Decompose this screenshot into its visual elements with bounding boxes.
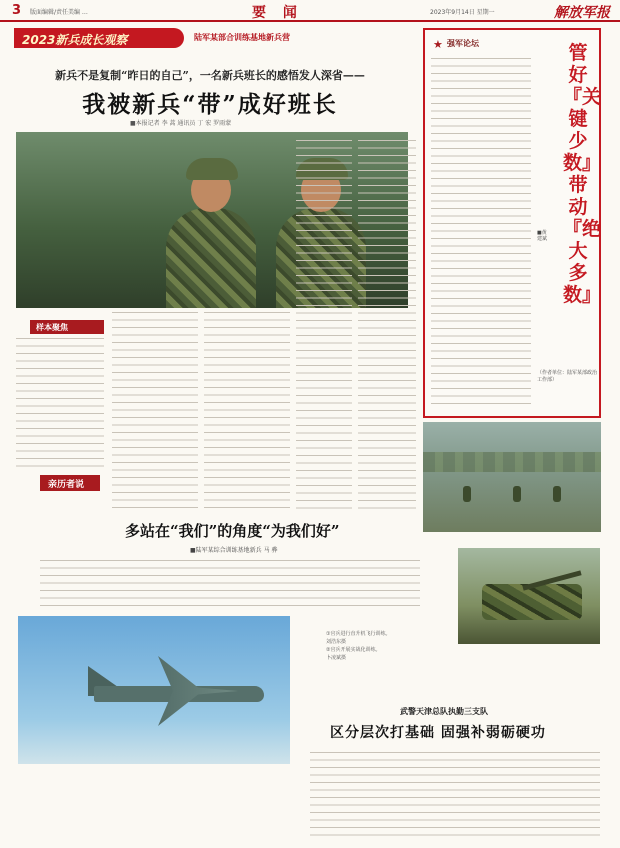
caption-1: ①官兵进行直升机飞行训练。: [326, 631, 391, 637]
story-byline: ■本报记者 李 蒿 通讯员 丁 宏 罗雨蒙: [130, 120, 232, 127]
star-icon: ★: [433, 38, 443, 51]
caption-2: ②官兵开展实战化训练。: [326, 647, 381, 653]
story-byline: ■陆军某综合训练基地新兵 马 骅: [190, 547, 278, 554]
body-column: [358, 140, 416, 512]
opinion-zone: 强军论坛: [447, 39, 479, 48]
photo-captions: [326, 630, 426, 662]
aircraft-photo: [18, 616, 290, 764]
section-subhead: 样本聚焦: [30, 320, 104, 334]
section-title: 要 闻: [252, 5, 303, 21]
body-column: [40, 560, 420, 608]
series-subtitle: 陆军某部合训练基地新兵营: [194, 33, 290, 42]
masthead-logo: 解放军报: [554, 5, 610, 21]
caption-author-2: 卜凌斌摄: [326, 655, 347, 661]
story-kicker: 武警天津总队执勤三支队: [400, 707, 488, 716]
story-kicker: 新兵不是复制“昨日的自己”，一名新兵班长的感悟发人深省——: [55, 69, 365, 82]
opinion-column: [423, 28, 601, 418]
body-column: [296, 140, 352, 512]
armored-vehicle-photo: [458, 548, 600, 644]
story-headline: 多站在“我们”的角度“为我们好”: [125, 522, 340, 540]
opinion-footer: （作者单位：陆军某部政治工作部）: [537, 370, 598, 383]
series-banner: [14, 28, 418, 48]
story-tag: 亲历者说: [40, 475, 100, 491]
body-column: [310, 752, 600, 842]
story-headline: 我被新兵“带”成好班长: [82, 91, 338, 118]
field-training-photo: [423, 422, 601, 532]
body-column: [204, 312, 290, 512]
soldier-figure: [166, 158, 256, 308]
caption-author-1: 刘浩东摄: [326, 639, 347, 645]
page-header: [0, 0, 620, 22]
edition-info: 版面编辑/责任美编 …: [30, 9, 88, 16]
story-headline: 区分层次打基础 固强补弱砺硬功: [330, 725, 546, 741]
body-column: [112, 312, 198, 512]
series-tag: 2023新兵成长观察: [14, 28, 184, 48]
opinion-body: [431, 58, 531, 408]
body-column: [16, 338, 104, 468]
page-number: 3: [12, 3, 22, 18]
opinion-title: 管好『关键少数』 带动『绝大多数』: [563, 42, 602, 306]
opinion-author: ■黄建斌: [537, 230, 548, 242]
issue-date: 2023年9月14日 星期一: [430, 9, 495, 16]
